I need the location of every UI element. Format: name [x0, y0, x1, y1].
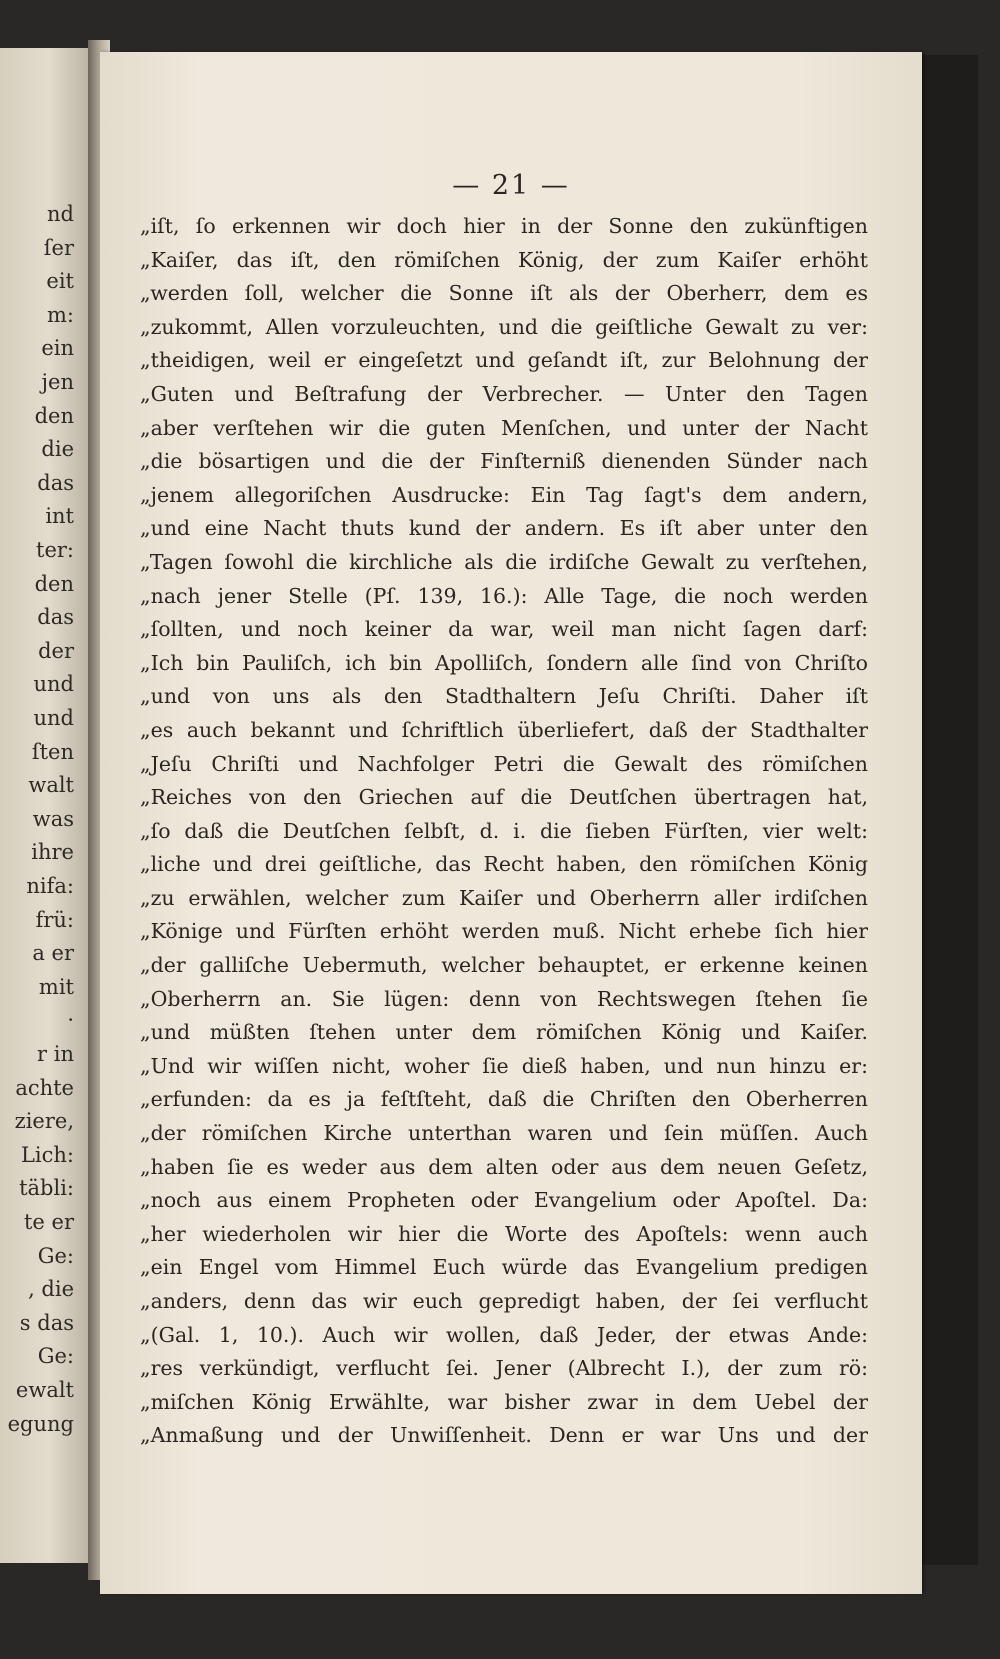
text-line: „und eine Nacht thuts kund der andern. Es iſt aber unter den [140, 516, 868, 541]
text-line: „der galliſche Uebermuth, welcher behauptet, er erkenne keinen [140, 953, 868, 978]
left-page-line: a er [32, 941, 74, 966]
text-line: „Und wir wiſſen nicht, woher ſie dieß haben, und nun hinzu er: [140, 1053, 868, 1078]
text-line: „werden ſoll, welcher die Sonne iſt als der Oberherr, dem es [140, 281, 868, 306]
text-line: „ein Engel vom Himmel Euch würde das Evangelium predigen [140, 1255, 868, 1280]
left-page-line: täbli: [19, 1176, 74, 1201]
left-page-line: und [33, 672, 74, 697]
page-text [140, 210, 868, 1453]
left-page-line: ein [41, 336, 74, 361]
left-page-line: · [67, 1008, 74, 1033]
left-page-line: ter: [36, 538, 74, 562]
text-line: „Könige und Fürſten erhöht werden muß. Nicht erhebe ſich hier [140, 919, 868, 944]
left-page-line: ſer [43, 235, 74, 260]
text-line: „es auch bekannt und ſchriftlich überliefert, daß der Stadthalter [140, 717, 868, 742]
text-line: „aber verſtehen wir die guten Menſchen, und unter der Nacht [140, 415, 868, 440]
left-page-line: was [32, 806, 74, 831]
text-line: „haben ſie es weder aus dem alten oder aus dem neuen Geſetz, [140, 1154, 868, 1179]
page-number-header: — 21 — [452, 170, 570, 201]
left-page-fragment [0, 48, 88, 1563]
text-line: „miſchen König Erwählte, war bisher zwar in dem Uebel der [140, 1389, 868, 1414]
left-page-line: Ge: [37, 1344, 74, 1369]
text-line: „Reiches von den Griechen auf die Deutſchen übertragen hat, [140, 785, 868, 810]
book-cover-edge [918, 55, 978, 1565]
text-line: „iſt, ſo erkennen wir doch hier in der Sonne den zukünftigen [140, 214, 868, 238]
left-page-line: achte [15, 1075, 74, 1100]
text-line: „(Gal. 1, 10.). Auch wir wollen, daß Jeder, der etwas Ande: [140, 1322, 868, 1347]
left-page-line: egung [7, 1411, 74, 1436]
left-page-line: und [33, 706, 74, 730]
text-line: „Anmaßung und der Unwiſſenheit. Denn er war Uns und der [140, 1423, 868, 1448]
left-page-line: ziere, [14, 1109, 74, 1134]
text-line: „anders, denn das wir euch gepredigt haben, der ſei verflucht [140, 1289, 868, 1313]
text-line: „und von uns als den Stadthaltern Jeſu Chriſti. Daher iſt [140, 684, 868, 709]
left-page-line: das [37, 470, 74, 495]
left-page-line: ihre [31, 840, 74, 865]
text-line: „nach jener Stelle (Pſ. 139, 16.): Alle Tage, die noch werden [140, 583, 868, 608]
text-line: „der römiſchen Kirche unterthan waren und ſein müſſen. Auch [140, 1121, 868, 1146]
text-line: „Ich bin Pauliſch, ich bin Apolliſch, ſondern alle ſind von Chriſto [140, 650, 868, 675]
text-line: „zu erwählen, welcher zum Kaiſer und Oberherrn aller irdiſchen [140, 885, 868, 910]
text-line: „res verkündigt, verflucht ſei. Jener (Albrecht I.), der zum rö: [140, 1356, 868, 1381]
left-page-line: eit [46, 269, 74, 294]
left-page-line: r in [37, 1042, 74, 1066]
left-page-line: int [45, 504, 74, 529]
left-page-line: jen [41, 370, 74, 394]
left-page-line: Ge: [37, 1243, 74, 1268]
text-line: „ſollten, und noch keiner da war, weil man nicht ſagen darf: [140, 617, 868, 642]
text-line: „jenem allegoriſchen Ausdrucke: Ein Tag ſagt's dem andern, [140, 482, 868, 507]
left-page-line: der [38, 638, 74, 663]
text-line: „her wiederholen wir hier die Worte des Apoſtels: wenn auch [140, 1221, 868, 1246]
text-line: „liche und drei geiſtliche, das Recht haben, den römiſchen König [140, 852, 868, 877]
left-page-line: die [41, 437, 74, 462]
left-page-line: den [34, 571, 74, 596]
text-line: „zukommt, Allen vorzuleuchten, und die geiſtliche Gewalt zu ver: [140, 314, 868, 339]
left-page-line: s das [19, 1310, 74, 1335]
text-line: „noch aus einem Propheten oder Evangelium oder Apoſtel. Da: [140, 1188, 868, 1213]
left-page-line: mit [38, 974, 74, 999]
text-line: „Tagen ſowohl die kirchliche als die irdiſche Gewalt zu verſtehen, [140, 549, 868, 574]
left-page-line: nd [47, 202, 74, 226]
left-page-line: ſten [31, 739, 74, 764]
left-page-line: walt [28, 773, 74, 798]
text-line: „Jeſu Chriſti und Nachfolger Petri die Gewalt des römiſchen [140, 751, 868, 776]
left-page-line: das [37, 605, 74, 630]
text-line: „Kaiſer, das iſt, den römiſchen König, der zum Kaiſer erhöht [140, 247, 868, 272]
text-line: „Oberherrn an. Sie lügen: denn von Rechtswegen ſtehen ſie [140, 986, 868, 1011]
book-page [100, 52, 922, 1594]
left-page-line: den [34, 403, 74, 428]
text-line: „erfunden: da es ja feſtſteht, daß die Chriſten den Oberherren [140, 1087, 868, 1112]
text-line: „und müßten ſtehen unter dem römiſchen König und Kaiſer. [140, 1020, 868, 1045]
left-page-line: Lich: [20, 1142, 74, 1167]
text-line: „Guten und Beſtrafung der Verbrecher. — Unter den Tagen [140, 381, 868, 406]
text-line: „ſo daß die Deutſchen ſelbſt, d. i. die ſieben Fürſten, vier welt: [140, 818, 868, 843]
left-page-line: ewalt [15, 1378, 74, 1402]
left-page-line: te er [23, 1210, 74, 1234]
left-page-line: nifa: [26, 874, 74, 898]
text-line: „die bösartigen und die der Finſterniß dienenden Sünder nach [140, 449, 868, 474]
left-page-line: , die [28, 1277, 74, 1302]
text-line: „theidigen, weil er eingeſetzt und geſandt iſt, zur Belohnung der [140, 348, 868, 373]
left-page-line: frü: [35, 907, 74, 932]
left-page-line: m: [47, 302, 74, 327]
